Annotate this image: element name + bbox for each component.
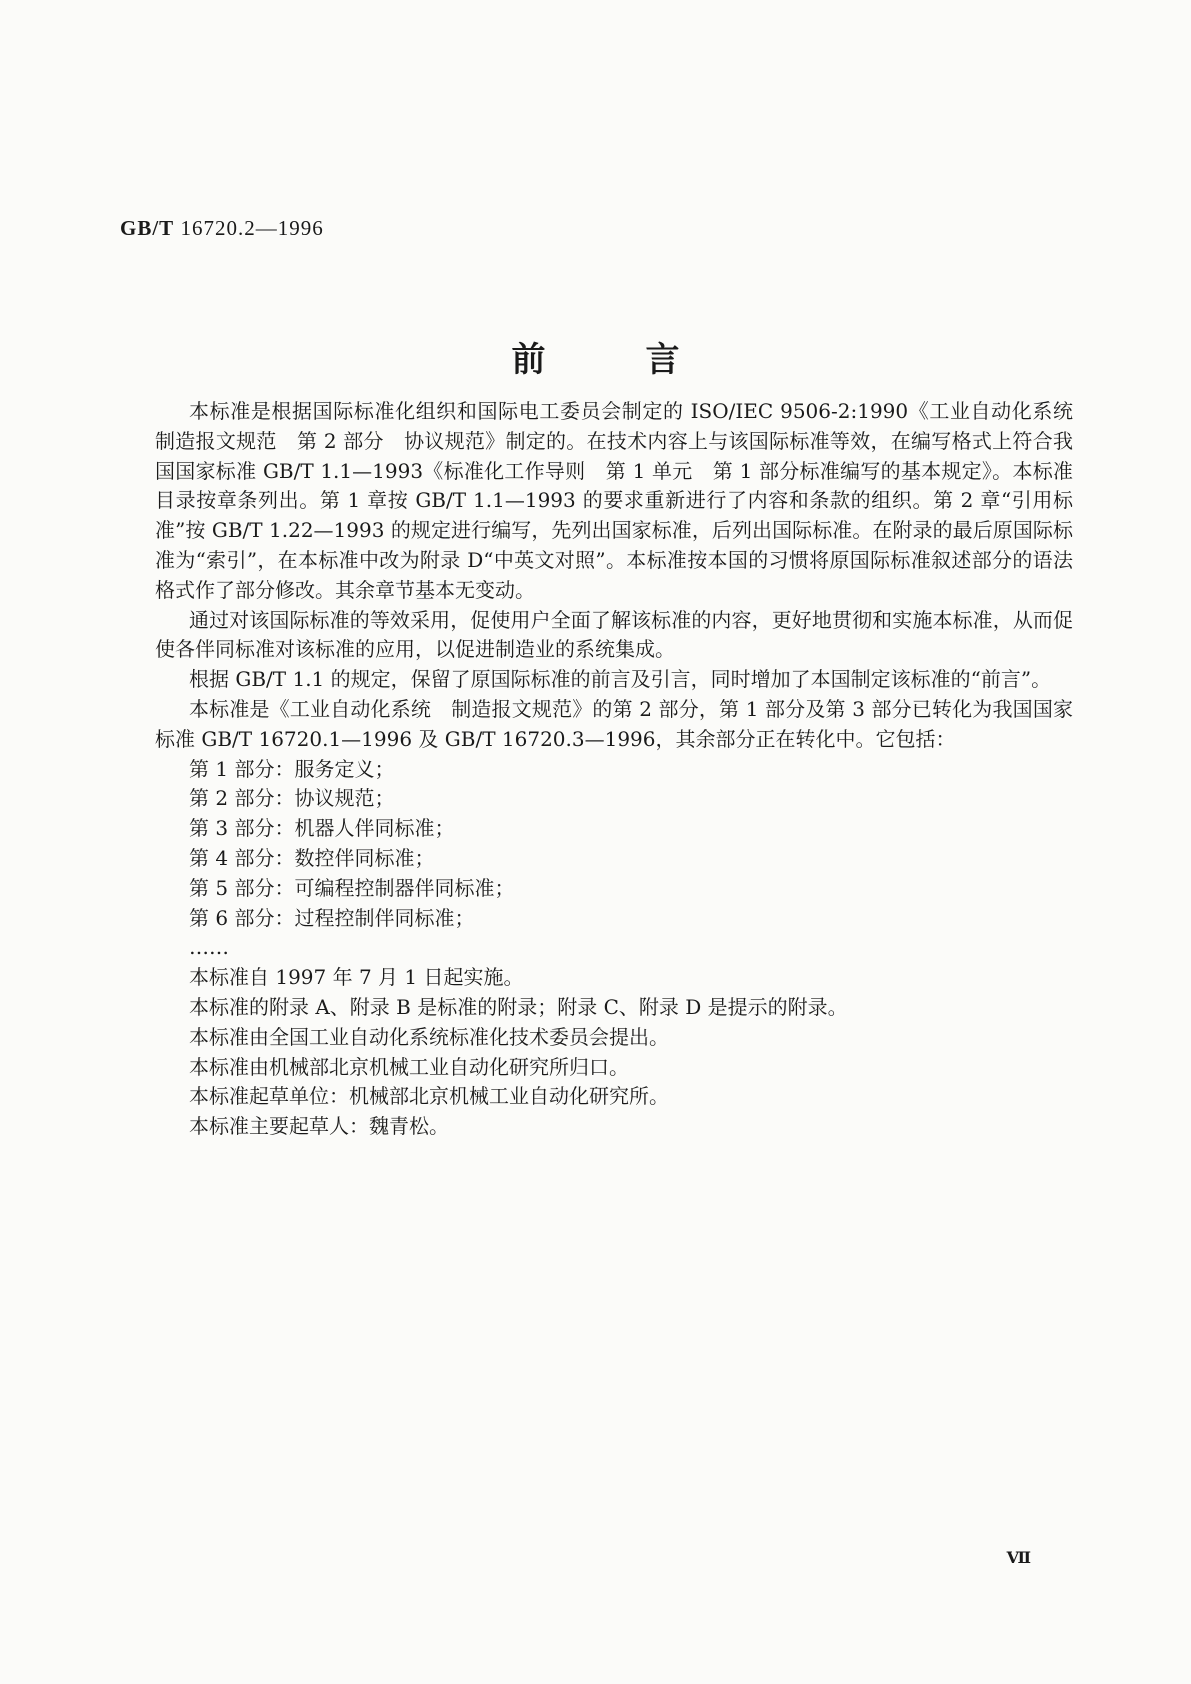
drafter-note: 本标准主要起草人：魏青松。 <box>189 1114 449 1139</box>
list-item: 第 6 部分：过程控制伴同标准； <box>189 905 475 930</box>
list-ellipsis: …… <box>189 935 229 960</box>
standard-header <box>120 216 324 241</box>
administrator-note: 本标准由机械部北京机械工业自动化研究所归口。 <box>189 1054 629 1079</box>
standard-number: 16720.2—1996 <box>180 216 324 240</box>
paragraph-series: 本标准是《工业自动化系统 制造报文规范》的第 2 部分，第 1 部分及第 3 部分已转化为我国国家标准 GB/T 16720.1—1996 及 GB/T 16720.3—1996，其余部分正在转化中。它包括： <box>155 696 1073 751</box>
standard-prefix: GB/T <box>120 216 175 240</box>
proposer-note: 本标准由全国工业自动化系统标准化技术委员会提出。 <box>189 1024 669 1049</box>
page-number: Ⅶ <box>1006 1550 1031 1567</box>
effective-date: 本标准自 1997 年 7 月 1 日起实施。 <box>189 965 524 990</box>
drafting-unit-note: 本标准起草单位：机械部北京机械工业自动化研究所。 <box>189 1084 669 1109</box>
list-item: 第 5 部分：可编程控制器伴同标准； <box>189 875 515 900</box>
list-item: 第 1 部分：服务定义； <box>189 756 395 781</box>
page-title: 前言 <box>511 340 780 380</box>
foreword-body <box>155 397 1073 1142</box>
list-item: 第 3 部分：机器人伴同标准； <box>189 816 455 841</box>
paragraph-scope: 本标准是根据国际标准化组织和国际电工委员会制定的 ISO/IEC 9506-2:1990《工业自动化系统 制造报文规范 第 2 部分 协议规范》制定的。在技术内容上与该国际标准等效，在编写格式上符合我国国家标准 GB/T 1.1—1993《标准化工作导则 第 1 单元 第 1 部分标准编写的基本规定》。本标准目录按章条列出。第 1 章按 GB/T 1.1—1993 的要求重新进行了内容和条款的组织。第 2 章“引用标准”按 GB/T 1.22—1993 的规定进行编写，先列出国家标准，后列出国际标准。在附录的最后原国际标准为“索引”，在本标准中改为附录 D“中英文对照”。本标准按本国的习惯将原国际标准叙述部分的语法格式作了部分修改。其余章节基本无变动。 <box>155 399 1073 602</box>
appendix-note: 本标准的附录 A、附录 B 是标准的附录；附录 C、附录 D 是提示的附录。 <box>189 994 848 1019</box>
list-item: 第 2 部分：协议规范； <box>189 786 395 811</box>
paragraph-foreword-note: 根据 GB/T 1.1 的规定，保留了原国际标准的前言及引言，同时增加了本国制定该标准的“前言”。 <box>189 667 1052 692</box>
paragraph-purpose: 通过对该国际标准的等效采用，促使用户全面了解该标准的内容，更好地贯彻和实施本标准，从而促使各伴同标准对该标准的应用，以促进制造业的系统集成。 <box>155 607 1073 662</box>
list-item: 第 4 部分：数控伴同标准； <box>189 845 435 870</box>
